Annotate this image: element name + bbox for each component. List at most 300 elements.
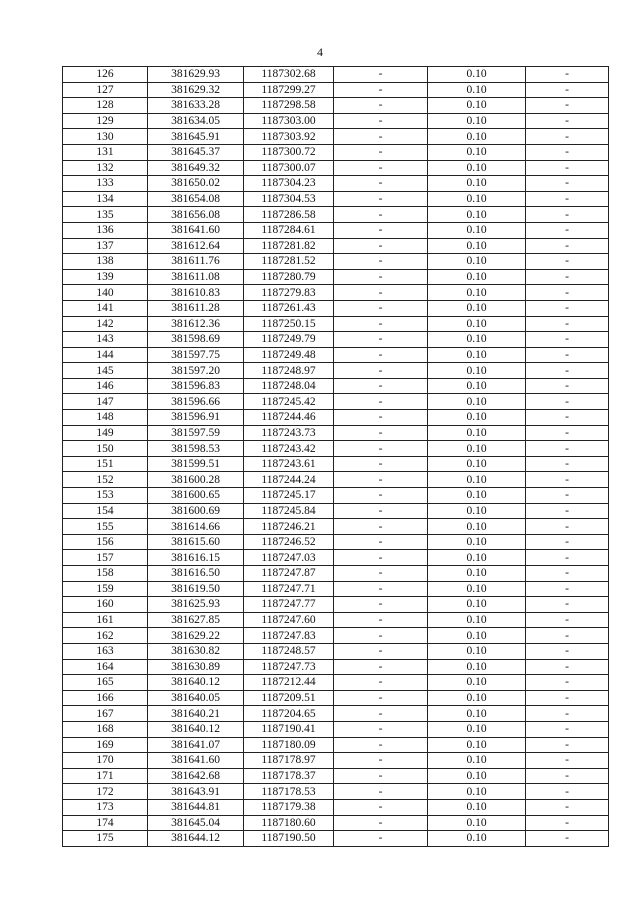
column-4-cell: - [334,129,428,145]
point-number-cell: 165 [63,675,148,691]
table-row [63,98,609,114]
column-6-cell: - [526,675,609,691]
point-number-cell: 148 [63,410,148,426]
accuracy-cell: 0.10 [428,721,526,737]
column-4-cell: - [334,534,428,550]
x-coordinate-cell: 381616.15 [148,550,244,566]
column-4-cell: - [334,98,428,114]
y-coordinate-cell: 1187284.61 [244,222,334,238]
column-4-cell: - [334,394,428,410]
x-coordinate-cell: 381656.08 [148,207,244,223]
accuracy-cell: 0.10 [428,113,526,129]
point-number-cell: 156 [63,534,148,550]
x-coordinate-cell: 381641.60 [148,222,244,238]
table-row [63,768,609,784]
x-coordinate-cell: 381630.82 [148,643,244,659]
x-coordinate-cell: 381599.51 [148,456,244,472]
point-number-cell: 142 [63,316,148,332]
column-4-cell: - [334,706,428,722]
x-coordinate-cell: 381616.50 [148,566,244,582]
column-6-cell: - [526,737,609,753]
column-4-cell: - [334,222,428,238]
x-coordinate-cell: 381640.12 [148,721,244,737]
y-coordinate-cell: 1187247.71 [244,581,334,597]
column-4-cell: - [334,144,428,160]
column-6-cell: - [526,113,609,129]
column-6-cell: - [526,784,609,800]
column-4-cell: - [334,300,428,316]
y-coordinate-cell: 1187246.21 [244,519,334,535]
point-number-cell: 129 [63,113,148,129]
column-4-cell: - [334,207,428,223]
column-6-cell: - [526,316,609,332]
table-row [63,113,609,129]
point-number-cell: 174 [63,815,148,831]
table-row [63,519,609,535]
point-number-cell: 143 [63,332,148,348]
x-coordinate-cell: 381612.36 [148,316,244,332]
accuracy-cell: 0.10 [428,82,526,98]
y-coordinate-cell: 1187304.23 [244,176,334,192]
column-6-cell: - [526,456,609,472]
column-4-cell: - [334,737,428,753]
y-coordinate-cell: 1187248.04 [244,378,334,394]
y-coordinate-cell: 1187281.52 [244,254,334,270]
y-coordinate-cell: 1187247.03 [244,550,334,566]
x-coordinate-cell: 381641.60 [148,753,244,769]
accuracy-cell: 0.10 [428,254,526,270]
accuracy-cell: 0.10 [428,176,526,192]
y-coordinate-cell: 1187304.53 [244,191,334,207]
column-4-cell: - [334,378,428,394]
point-number-cell: 144 [63,347,148,363]
accuracy-cell: 0.10 [428,347,526,363]
table-row [63,207,609,223]
point-number-cell: 139 [63,269,148,285]
column-6-cell: - [526,768,609,784]
accuracy-cell: 0.10 [428,425,526,441]
point-number-cell: 163 [63,643,148,659]
column-4-cell: - [334,690,428,706]
table-row [63,363,609,379]
x-coordinate-cell: 381645.04 [148,815,244,831]
table-row [63,503,609,519]
y-coordinate-cell: 1187244.24 [244,472,334,488]
accuracy-cell: 0.10 [428,488,526,504]
point-number-cell: 140 [63,285,148,301]
point-number-cell: 164 [63,659,148,675]
column-6-cell: - [526,799,609,815]
x-coordinate-cell: 381597.20 [148,363,244,379]
column-6-cell: - [526,82,609,98]
column-6-cell: - [526,534,609,550]
column-6-cell: - [526,519,609,535]
column-6-cell: - [526,441,609,457]
table-row [63,316,609,332]
x-coordinate-cell: 381598.53 [148,441,244,457]
point-number-cell: 126 [63,67,148,83]
point-number-cell: 169 [63,737,148,753]
y-coordinate-cell: 1187179.38 [244,799,334,815]
table-row [63,581,609,597]
x-coordinate-cell: 381629.32 [148,82,244,98]
column-4-cell: - [334,472,428,488]
column-4-cell: - [334,768,428,784]
table-row [63,550,609,566]
y-coordinate-cell: 1187302.68 [244,67,334,83]
table-row [63,269,609,285]
x-coordinate-cell: 381633.28 [148,98,244,114]
table-row [63,566,609,582]
table-row [63,394,609,410]
column-6-cell: - [526,191,609,207]
point-number-cell: 146 [63,378,148,394]
x-coordinate-cell: 381612.64 [148,238,244,254]
accuracy-cell: 0.10 [428,160,526,176]
accuracy-cell: 0.10 [428,815,526,831]
point-number-cell: 154 [63,503,148,519]
column-6-cell: - [526,160,609,176]
column-4-cell: - [334,597,428,613]
table-row [63,254,609,270]
accuracy-cell: 0.10 [428,394,526,410]
x-coordinate-cell: 381611.08 [148,269,244,285]
column-6-cell: - [526,643,609,659]
x-coordinate-cell: 381625.93 [148,597,244,613]
column-4-cell: - [334,254,428,270]
point-number-cell: 157 [63,550,148,566]
y-coordinate-cell: 1187190.50 [244,831,334,847]
accuracy-cell: 0.10 [428,316,526,332]
column-6-cell: - [526,285,609,301]
point-number-cell: 170 [63,753,148,769]
table-row [63,191,609,207]
y-coordinate-cell: 1187280.79 [244,269,334,285]
column-6-cell: - [526,207,609,223]
column-6-cell: - [526,269,609,285]
table-row [63,129,609,145]
point-number-cell: 145 [63,363,148,379]
column-6-cell: - [526,394,609,410]
y-coordinate-cell: 1187248.97 [244,363,334,379]
table-row [63,675,609,691]
column-6-cell: - [526,363,609,379]
table-row [63,285,609,301]
point-number-cell: 151 [63,456,148,472]
column-4-cell: - [334,503,428,519]
point-number-cell: 132 [63,160,148,176]
table-row [63,82,609,98]
y-coordinate-cell: 1187249.48 [244,347,334,363]
column-4-cell: - [334,519,428,535]
table-row [63,332,609,348]
y-coordinate-cell: 1187209.51 [244,690,334,706]
accuracy-cell: 0.10 [428,129,526,145]
table-row [63,425,609,441]
accuracy-cell: 0.10 [428,503,526,519]
column-4-cell: - [334,113,428,129]
column-6-cell: - [526,659,609,675]
table-row [63,300,609,316]
column-6-cell: - [526,378,609,394]
table-row [63,597,609,613]
accuracy-cell: 0.10 [428,269,526,285]
y-coordinate-cell: 1187247.60 [244,612,334,628]
x-coordinate-cell: 381649.32 [148,160,244,176]
x-coordinate-cell: 381629.22 [148,628,244,644]
x-coordinate-cell: 381596.83 [148,378,244,394]
column-6-cell: - [526,612,609,628]
y-coordinate-cell: 1187303.00 [244,113,334,129]
y-coordinate-cell: 1187303.92 [244,129,334,145]
accuracy-cell: 0.10 [428,659,526,675]
column-6-cell: - [526,238,609,254]
column-4-cell: - [334,675,428,691]
accuracy-cell: 0.10 [428,285,526,301]
point-number-cell: 158 [63,566,148,582]
column-6-cell: - [526,628,609,644]
point-number-cell: 128 [63,98,148,114]
column-4-cell: - [334,316,428,332]
y-coordinate-cell: 1187299.27 [244,82,334,98]
x-coordinate-cell: 381610.83 [148,285,244,301]
y-coordinate-cell: 1187247.73 [244,659,334,675]
point-number-cell: 150 [63,441,148,457]
accuracy-cell: 0.10 [428,98,526,114]
point-number-cell: 138 [63,254,148,270]
column-6-cell: - [526,98,609,114]
table-row [63,799,609,815]
column-4-cell: - [334,799,428,815]
column-4-cell: - [334,612,428,628]
y-coordinate-cell: 1187300.07 [244,160,334,176]
point-number-cell: 161 [63,612,148,628]
table-row [63,160,609,176]
column-4-cell: - [334,410,428,426]
coordinates-table [62,66,609,847]
y-coordinate-cell: 1187178.97 [244,753,334,769]
x-coordinate-cell: 381634.05 [148,113,244,129]
table-row [63,378,609,394]
y-coordinate-cell: 1187250.15 [244,316,334,332]
column-6-cell: - [526,425,609,441]
x-coordinate-cell: 381640.05 [148,690,244,706]
column-4-cell: - [334,363,428,379]
table-row [63,784,609,800]
y-coordinate-cell: 1187248.57 [244,643,334,659]
column-6-cell: - [526,566,609,582]
accuracy-cell: 0.10 [428,207,526,223]
table-row [63,441,609,457]
y-coordinate-cell: 1187249.79 [244,332,334,348]
y-coordinate-cell: 1187243.73 [244,425,334,441]
table-row [63,472,609,488]
table-row [63,238,609,254]
column-6-cell: - [526,472,609,488]
column-6-cell: - [526,488,609,504]
accuracy-cell: 0.10 [428,144,526,160]
point-number-cell: 131 [63,144,148,160]
x-coordinate-cell: 381619.50 [148,581,244,597]
accuracy-cell: 0.10 [428,566,526,582]
accuracy-cell: 0.10 [428,831,526,847]
column-4-cell: - [334,332,428,348]
y-coordinate-cell: 1187281.82 [244,238,334,254]
column-6-cell: - [526,222,609,238]
point-number-cell: 175 [63,831,148,847]
y-coordinate-cell: 1187298.58 [244,98,334,114]
column-4-cell: - [334,721,428,737]
column-4-cell: - [334,176,428,192]
y-coordinate-cell: 1187247.87 [244,566,334,582]
column-4-cell: - [334,581,428,597]
point-number-cell: 160 [63,597,148,613]
table-row [63,831,609,847]
point-number-cell: 137 [63,238,148,254]
column-4-cell: - [334,67,428,83]
accuracy-cell: 0.10 [428,441,526,457]
y-coordinate-cell: 1187243.42 [244,441,334,457]
table-row [63,612,609,628]
table-row [63,737,609,753]
table-row [63,488,609,504]
table-row [63,815,609,831]
point-number-cell: 168 [63,721,148,737]
accuracy-cell: 0.10 [428,597,526,613]
x-coordinate-cell: 381596.66 [148,394,244,410]
column-6-cell: - [526,300,609,316]
accuracy-cell: 0.10 [428,643,526,659]
x-coordinate-cell: 381600.28 [148,472,244,488]
accuracy-cell: 0.10 [428,378,526,394]
point-number-cell: 152 [63,472,148,488]
table-row [63,753,609,769]
column-4-cell: - [334,488,428,504]
column-4-cell: - [334,160,428,176]
x-coordinate-cell: 381642.68 [148,768,244,784]
x-coordinate-cell: 381615.60 [148,534,244,550]
y-coordinate-cell: 1187180.60 [244,815,334,831]
accuracy-cell: 0.10 [428,222,526,238]
point-number-cell: 130 [63,129,148,145]
table-row [63,144,609,160]
column-6-cell: - [526,815,609,831]
accuracy-cell: 0.10 [428,363,526,379]
y-coordinate-cell: 1187244.46 [244,410,334,426]
y-coordinate-cell: 1187178.37 [244,768,334,784]
table-body [63,67,609,847]
x-coordinate-cell: 381645.37 [148,144,244,160]
point-number-cell: 127 [63,82,148,98]
table-row [63,690,609,706]
point-number-cell: 153 [63,488,148,504]
accuracy-cell: 0.10 [428,581,526,597]
accuracy-cell: 0.10 [428,67,526,83]
y-coordinate-cell: 1187245.17 [244,488,334,504]
column-4-cell: - [334,831,428,847]
y-coordinate-cell: 1187180.09 [244,737,334,753]
x-coordinate-cell: 381644.81 [148,799,244,815]
x-coordinate-cell: 381597.75 [148,347,244,363]
y-coordinate-cell: 1187279.83 [244,285,334,301]
column-4-cell: - [334,550,428,566]
table-row [63,721,609,737]
accuracy-cell: 0.10 [428,191,526,207]
accuracy-cell: 0.10 [428,456,526,472]
x-coordinate-cell: 381600.65 [148,488,244,504]
column-6-cell: - [526,706,609,722]
accuracy-cell: 0.10 [428,784,526,800]
y-coordinate-cell: 1187204.65 [244,706,334,722]
x-coordinate-cell: 381614.66 [148,519,244,535]
column-6-cell: - [526,332,609,348]
x-coordinate-cell: 381645.91 [148,129,244,145]
accuracy-cell: 0.10 [428,332,526,348]
column-4-cell: - [334,566,428,582]
x-coordinate-cell: 381643.91 [148,784,244,800]
column-4-cell: - [334,441,428,457]
table-row [63,176,609,192]
column-4-cell: - [334,238,428,254]
y-coordinate-cell: 1187245.84 [244,503,334,519]
column-4-cell: - [334,269,428,285]
column-6-cell: - [526,347,609,363]
y-coordinate-cell: 1187178.53 [244,784,334,800]
accuracy-cell: 0.10 [428,690,526,706]
point-number-cell: 173 [63,799,148,815]
x-coordinate-cell: 381598.69 [148,332,244,348]
point-number-cell: 135 [63,207,148,223]
table-row [63,628,609,644]
x-coordinate-cell: 381640.21 [148,706,244,722]
x-coordinate-cell: 381611.28 [148,300,244,316]
point-number-cell: 134 [63,191,148,207]
column-4-cell: - [334,285,428,301]
accuracy-cell: 0.10 [428,472,526,488]
table-row [63,659,609,675]
x-coordinate-cell: 381650.02 [148,176,244,192]
accuracy-cell: 0.10 [428,628,526,644]
x-coordinate-cell: 381641.07 [148,737,244,753]
accuracy-cell: 0.10 [428,534,526,550]
column-6-cell: - [526,581,609,597]
y-coordinate-cell: 1187247.83 [244,628,334,644]
y-coordinate-cell: 1187245.42 [244,394,334,410]
x-coordinate-cell: 381654.08 [148,191,244,207]
table-row [63,534,609,550]
point-number-cell: 162 [63,628,148,644]
point-number-cell: 136 [63,222,148,238]
column-4-cell: - [334,784,428,800]
point-number-cell: 141 [63,300,148,316]
column-6-cell: - [526,503,609,519]
table-row [63,347,609,363]
x-coordinate-cell: 381596.91 [148,410,244,426]
column-4-cell: - [334,643,428,659]
point-number-cell: 159 [63,581,148,597]
column-6-cell: - [526,129,609,145]
y-coordinate-cell: 1187247.77 [244,597,334,613]
accuracy-cell: 0.10 [428,410,526,426]
accuracy-cell: 0.10 [428,799,526,815]
accuracy-cell: 0.10 [428,706,526,722]
column-6-cell: - [526,753,609,769]
point-number-cell: 133 [63,176,148,192]
point-number-cell: 172 [63,784,148,800]
table-row [63,222,609,238]
accuracy-cell: 0.10 [428,675,526,691]
column-6-cell: - [526,831,609,847]
